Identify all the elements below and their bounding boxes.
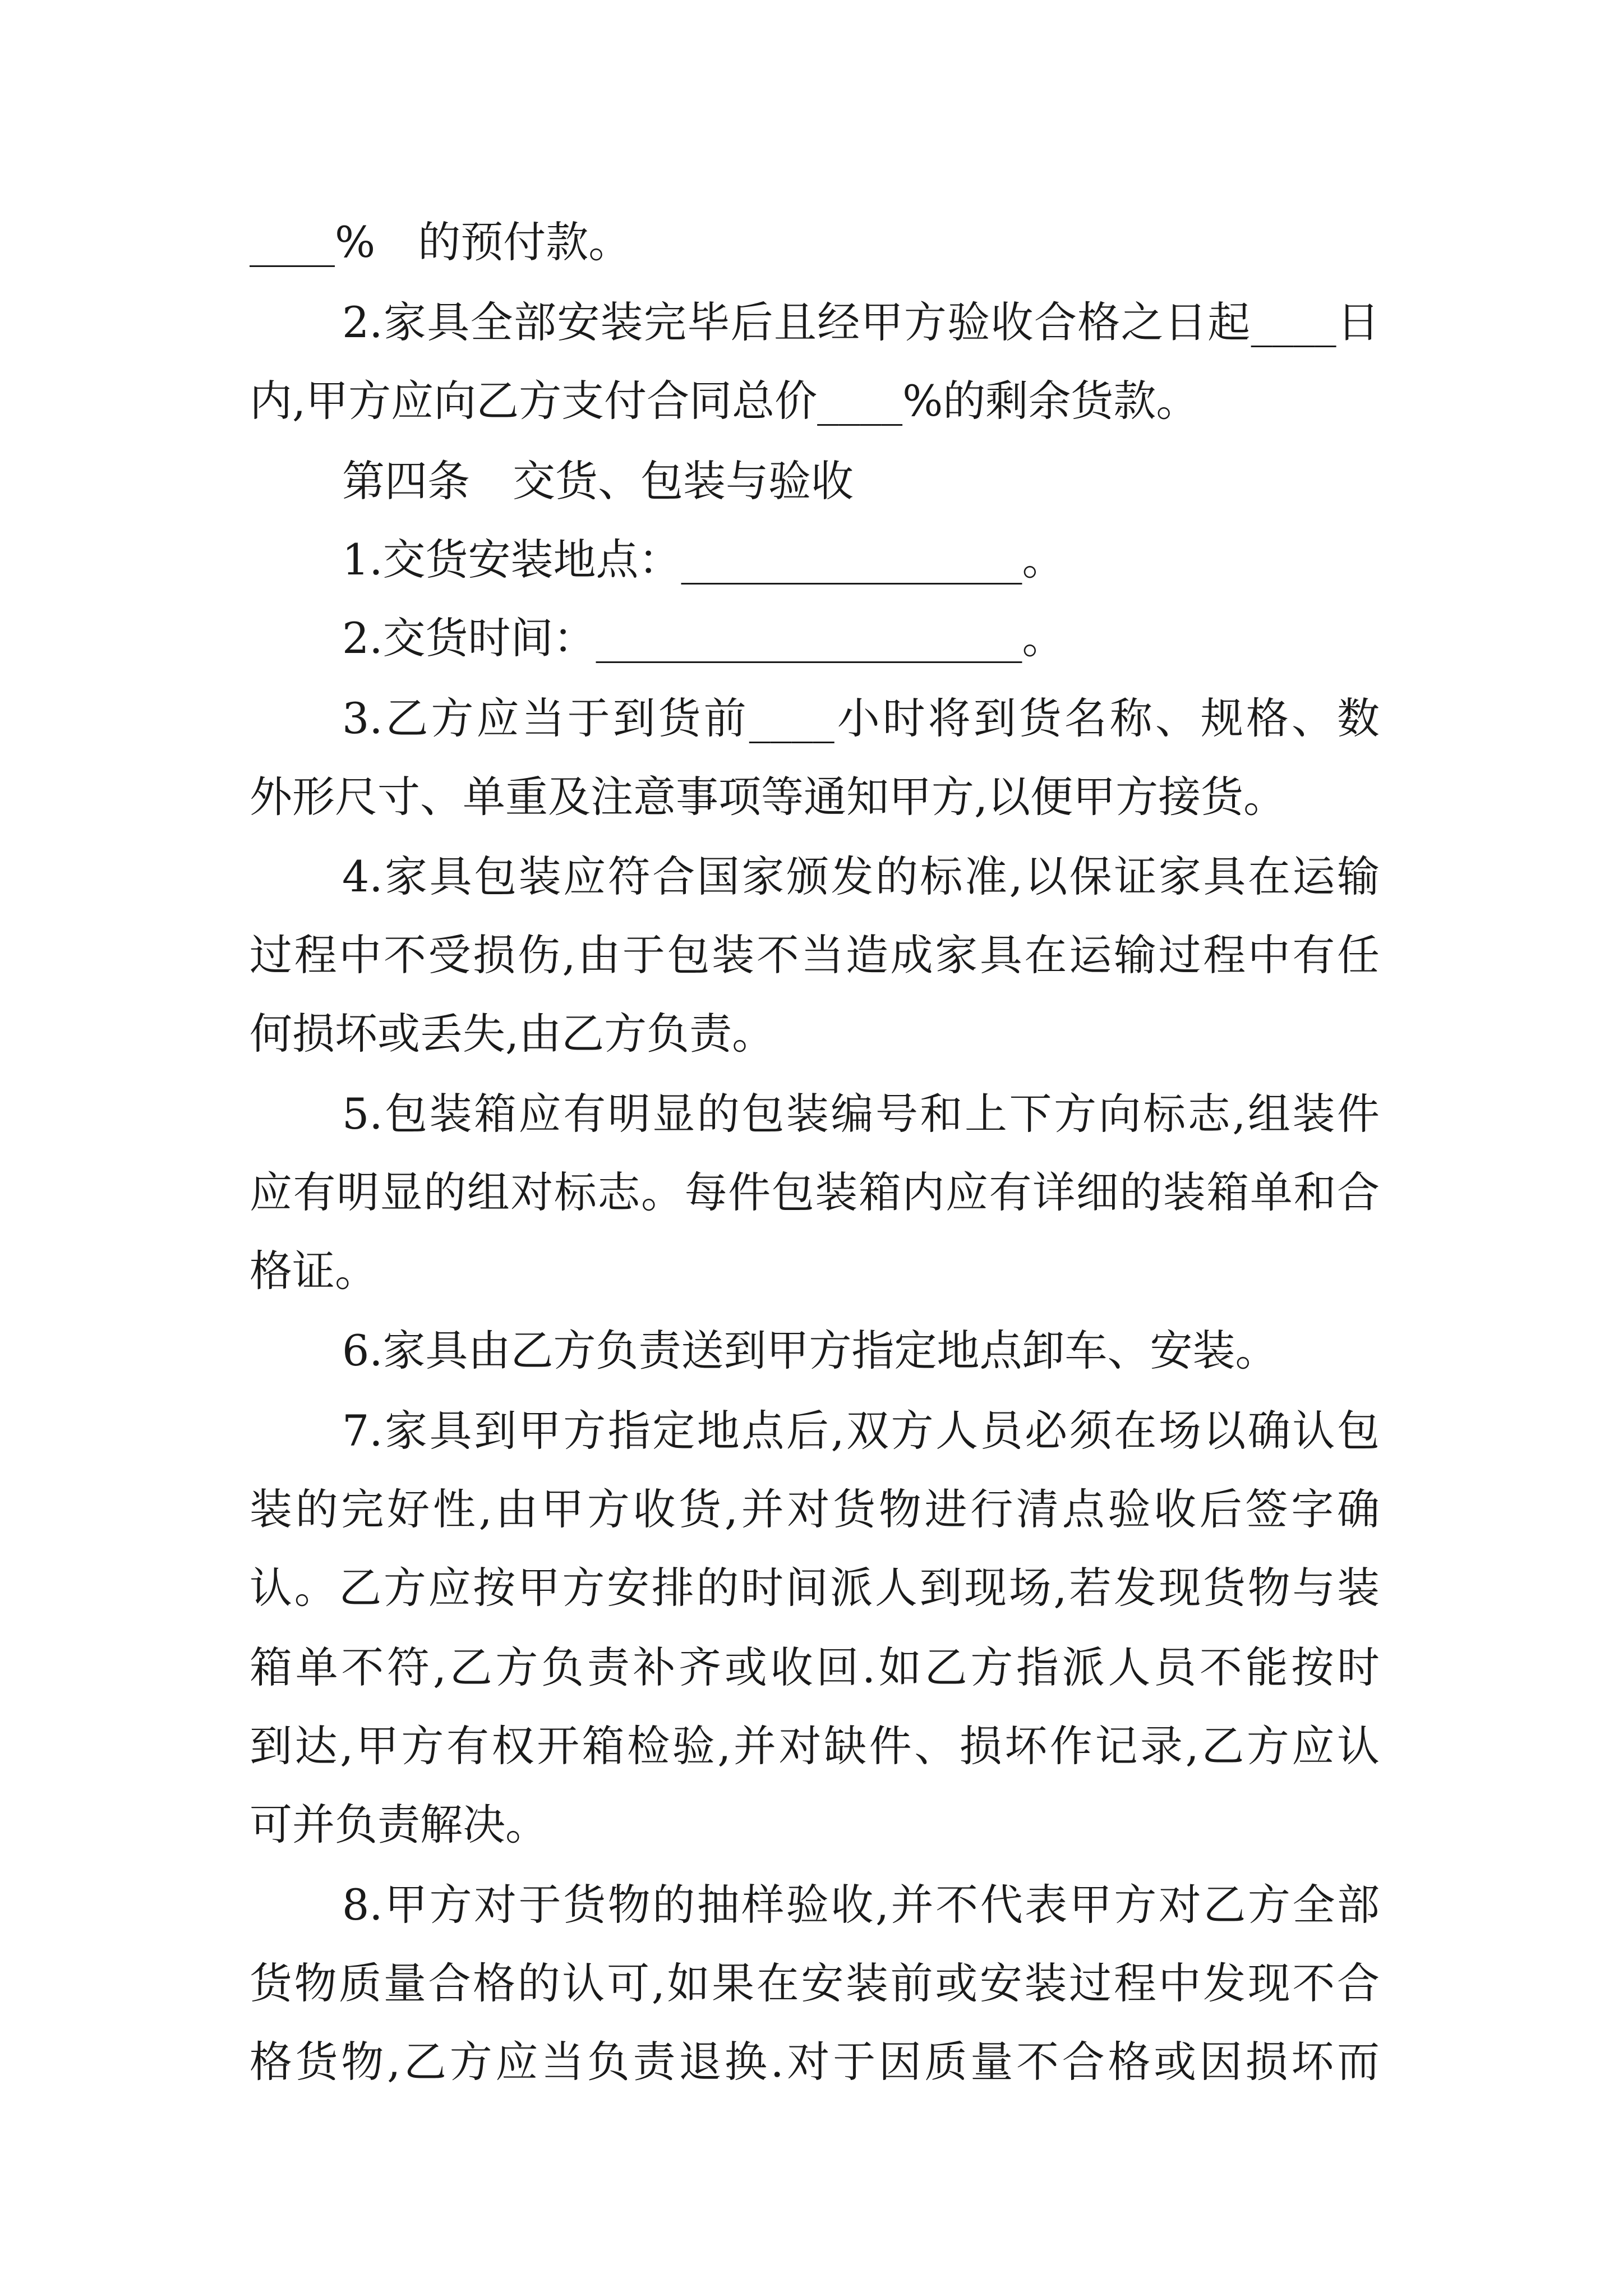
text-line: 箱单不符,乙方负责补齐或收回.如乙方指派人员不能按时 — [250, 1642, 1380, 1692]
text-line: ____% 的预付款。 — [250, 217, 631, 267]
text-line: 格证。 — [250, 1246, 377, 1296]
section-heading: 第四条 交货、包装与验收 — [342, 456, 854, 506]
text-line: 内,甲方应向乙方支付合同总价____%的剩余货款。 — [250, 376, 1199, 426]
text-line: 装的完好性,由甲方收货,并对货物进行清点验收后签字确 — [250, 1484, 1380, 1534]
text-line: 外形尺寸、单重及注意事项等通知甲方,以便甲方接货。 — [250, 772, 1287, 822]
text-line: 可并负责解决。 — [250, 1800, 548, 1849]
text-line: 2.交货时间：____________________。 — [342, 613, 1065, 663]
text-line: 6.家具由乙方负责送到甲方指定地点卸车、安装。 — [342, 1326, 1278, 1375]
text-line: 格货物,乙方应当负责退换.对于因质量不合格或因损坏而 — [250, 2037, 1380, 2087]
text-line: 4.家具包装应符合国家颁发的标准,以保证家具在运输 — [342, 852, 1380, 901]
text-line: 2.家具全部安装完毕后且经甲方验收合格之日起____日 — [342, 297, 1380, 347]
text-line: 何损坏或丢失,由乙方负责。 — [250, 1009, 775, 1059]
text-line: 1.交货安装地点：________________。 — [342, 535, 1065, 585]
text-line: 3.乙方应当于到货前____小时将到货名称、规格、数 — [342, 693, 1380, 743]
text-line: 认。乙方应按甲方安排的时间派人到现场,若发现货物与装 — [250, 1563, 1380, 1613]
text-line: 8.甲方对于货物的抽样验收,并不代表甲方对乙方全部 — [342, 1880, 1380, 1930]
text-line: 应有明显的组对标志。每件包装箱内应有详细的装箱单和合 — [250, 1167, 1380, 1217]
text-line: 过程中不受损伤,由于包装不当造成家具在运输过程中有任 — [250, 930, 1380, 980]
text-line: 5.包装箱应有明显的包装编号和上下方向标志,组装件 — [342, 1089, 1380, 1139]
text-line: 7.家具到甲方指定地点后,双方人员必须在场以确认包 — [342, 1406, 1380, 1456]
text-line: 货物质量合格的认可,如果在安装前或安装过程中发现不合 — [250, 1958, 1380, 2008]
text-line: 到达,甲方有权开箱检验,并对缺件、损坏作记录,乙方应认 — [250, 1721, 1380, 1771]
